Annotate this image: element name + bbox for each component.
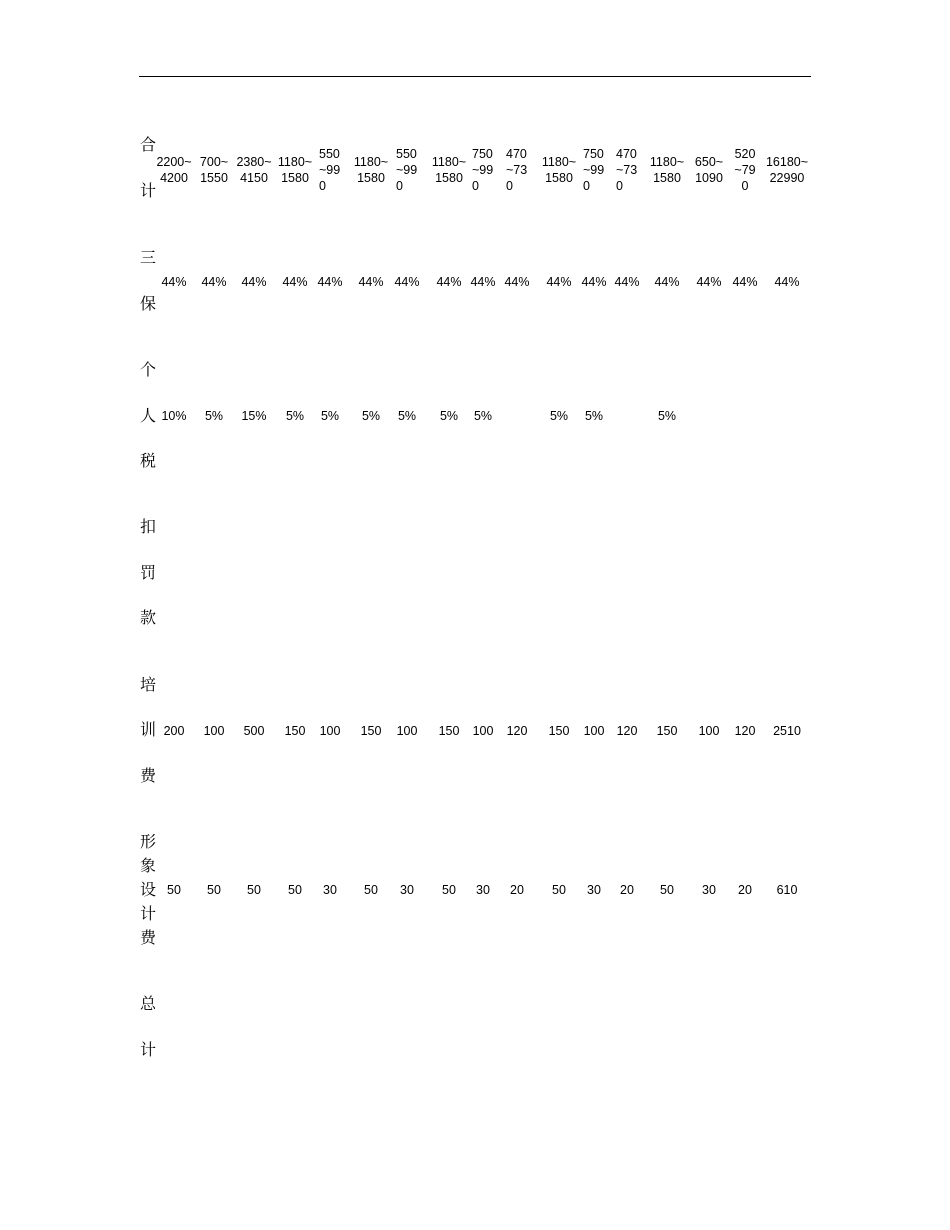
- row-label-xingxiang: 形: [140, 832, 157, 851]
- table-cell: 30: [476, 883, 490, 897]
- table-cell: 44%: [241, 275, 267, 289]
- table-cell: 5%: [361, 409, 381, 423]
- table-cell: 30: [587, 883, 601, 897]
- table-cell: 30: [400, 883, 414, 897]
- row-label-xingxiang: 计: [140, 904, 157, 923]
- row-label-koufakuan: 扣: [140, 517, 157, 536]
- table-cell: 2200~ 4200: [156, 155, 192, 185]
- row-label-sanbao: 三: [140, 248, 157, 267]
- table-cell: 30: [702, 883, 716, 897]
- table-cell: 44%: [358, 275, 384, 289]
- table-cell: 1180~ 1580: [353, 155, 389, 185]
- table-cell: 44%: [696, 275, 722, 289]
- table-cell: 44%: [201, 275, 227, 289]
- table-cell: 700~ 1550: [199, 155, 229, 185]
- table-cell: 120: [616, 724, 638, 738]
- table-cell: 100: [472, 724, 494, 738]
- table-cell: 5%: [473, 409, 493, 423]
- table-cell: 5%: [285, 409, 305, 423]
- table-cell: 150: [548, 724, 570, 738]
- table-cell: 50: [288, 883, 302, 897]
- table-cell: 1180~ 1580: [541, 155, 577, 185]
- row-label-koufakuan: 款: [140, 608, 157, 627]
- table-cell: 150: [656, 724, 678, 738]
- table-cell: 44%: [436, 275, 462, 289]
- table-cell: 50: [660, 883, 674, 897]
- row-label-peixunfei: 费: [140, 766, 157, 785]
- table-cell: 550 ~99 0: [319, 147, 341, 193]
- table-cell: 5%: [204, 409, 224, 423]
- table-cell: 150: [438, 724, 460, 738]
- row-label-xingxiang: 设: [140, 880, 157, 899]
- table-cell: 610: [776, 883, 798, 897]
- row-label-sanbao: 保: [140, 294, 157, 313]
- table-cell: 30: [323, 883, 337, 897]
- table-cell: 470 ~73 0: [506, 147, 528, 193]
- table-cell: 100: [203, 724, 225, 738]
- row-label-heji: 计: [140, 181, 157, 200]
- table-cell: 520 ~79 0: [734, 147, 756, 193]
- table-cell: 44%: [614, 275, 640, 289]
- header-rule: [139, 76, 811, 77]
- table-cell: 5%: [549, 409, 569, 423]
- table-cell: 200: [163, 724, 185, 738]
- table-cell: 44%: [161, 275, 187, 289]
- table-cell: 50: [364, 883, 378, 897]
- table-cell: 20: [738, 883, 752, 897]
- table-cell: 5%: [657, 409, 677, 423]
- table-cell: 44%: [732, 275, 758, 289]
- table-cell: 50: [552, 883, 566, 897]
- row-label-peixunfei: 训: [140, 720, 157, 739]
- table-cell: 500: [243, 724, 265, 738]
- table-cell: 44%: [546, 275, 572, 289]
- row-label-peixunfei: 培: [140, 675, 157, 694]
- table-cell: 44%: [654, 275, 680, 289]
- table-cell: 150: [284, 724, 306, 738]
- row-label-geren: 个: [140, 360, 157, 379]
- row-label-heji: 合: [140, 135, 157, 154]
- table-cell: 44%: [581, 275, 607, 289]
- row-label-geren: 税: [140, 451, 157, 470]
- table-cell: 50: [167, 883, 181, 897]
- table-cell: 1180~ 1580: [277, 155, 313, 185]
- table-cell: 1180~ 1580: [431, 155, 467, 185]
- row-label-zongji: 总: [140, 994, 157, 1013]
- row-label-xingxiang: 象: [140, 856, 157, 875]
- table-cell: 20: [510, 883, 524, 897]
- table-cell: 750 ~99 0: [583, 147, 605, 193]
- table-cell: 2510: [773, 724, 801, 738]
- table-cell: 5%: [584, 409, 604, 423]
- row-label-koufakuan: 罚: [140, 563, 157, 582]
- table-cell: 120: [734, 724, 756, 738]
- table-cell: 550 ~99 0: [396, 147, 418, 193]
- table-cell: 16180~ 22990: [765, 155, 809, 185]
- table-cell: 50: [442, 883, 456, 897]
- table-cell: 1180~ 1580: [649, 155, 685, 185]
- row-label-geren: 人: [140, 406, 157, 425]
- table-cell: 120: [506, 724, 528, 738]
- row-label-xingxiang: 费: [140, 928, 157, 947]
- table-cell: 150: [360, 724, 382, 738]
- table-cell: 100: [583, 724, 605, 738]
- table-cell: 50: [247, 883, 261, 897]
- table-cell: 100: [698, 724, 720, 738]
- table-cell: 650~ 1090: [694, 155, 724, 185]
- table-cell: 44%: [774, 275, 800, 289]
- table-cell: 2380~ 4150: [236, 155, 272, 185]
- table-cell: 44%: [470, 275, 496, 289]
- table-cell: 100: [396, 724, 418, 738]
- table-cell: 100: [319, 724, 341, 738]
- table-cell: 470 ~73 0: [616, 147, 638, 193]
- table-cell: 50: [207, 883, 221, 897]
- row-label-zongji: 计: [140, 1040, 157, 1059]
- table-cell: 44%: [282, 275, 308, 289]
- table-cell: 5%: [320, 409, 340, 423]
- table-cell: 15%: [241, 409, 267, 423]
- table-cell: 44%: [504, 275, 530, 289]
- table-cell: 10%: [161, 409, 187, 423]
- table-cell: 5%: [397, 409, 417, 423]
- table-cell: 44%: [394, 275, 420, 289]
- table-cell: 20: [620, 883, 634, 897]
- table-cell: 44%: [317, 275, 343, 289]
- table-cell: 750 ~99 0: [472, 147, 494, 193]
- table-cell: 5%: [439, 409, 459, 423]
